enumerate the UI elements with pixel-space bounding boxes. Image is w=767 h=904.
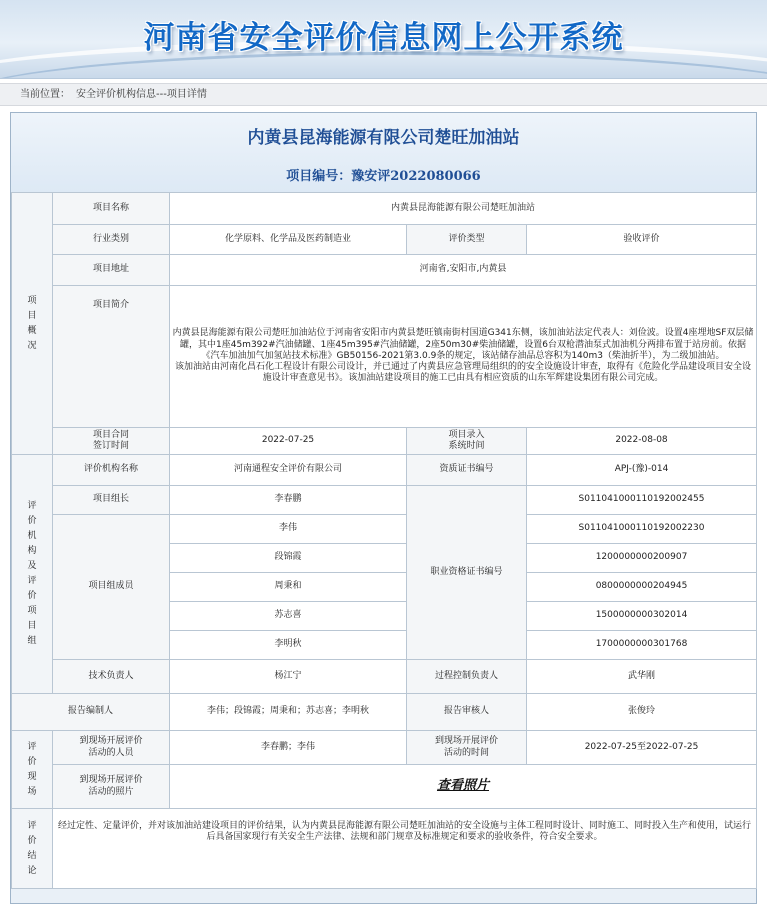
label-cert-no: 资质证书编号	[407, 455, 527, 486]
table-row	[12, 731, 757, 765]
intro-paragraph: 该加油站由河南化昌石化工程设计有限公司设计，并已通过了内黄县应急管理局组织的的安全设施设计审查，取得有《危险化学品建设项目安全设施设计审查意见书》。该加油站建设项目的施工已由具有相应资质的山东军辉建设集团有限公司完成。	[174, 362, 751, 384]
table-row	[12, 428, 757, 455]
member-name: 李伟	[170, 515, 407, 544]
label-entry-date: 项目录入 系统时间	[407, 428, 527, 455]
section-label-onsite: 评价现场	[12, 731, 53, 809]
label-contract-date: 项目合同 签订时间	[53, 428, 170, 455]
value-report-author: 李伟；段锦霞；周秉和；苏志喜；李明秋	[170, 694, 407, 731]
value-project-name: 内黄县昆海能源有限公司楚旺加油站	[170, 193, 757, 225]
value-leader-cert: S011041000110192002455	[527, 486, 757, 515]
value-entry-date: 2022-08-08	[527, 428, 757, 455]
project-title: 内黄县昆海能源有限公司楚旺加油站	[247, 128, 520, 148]
label-pro-cert: 职业资格证书编号	[407, 486, 527, 660]
table-row	[12, 694, 757, 731]
label-eval-type: 评价类型	[407, 225, 527, 255]
label-onsite-people: 到现场开展评价 活动的人员	[53, 731, 170, 765]
label-process-lead: 过程控制负责人	[407, 660, 527, 694]
member-cert: 1200000000200907	[527, 544, 757, 573]
value-agency-name: 河南通程安全评价有限公司	[170, 455, 407, 486]
member-cert: S011041000110192002230	[527, 515, 757, 544]
label-industry: 行业类别	[53, 225, 170, 255]
table-row	[12, 809, 757, 889]
onsite-photos-cell	[170, 765, 757, 809]
table-row	[12, 765, 757, 809]
member-name: 李明秋	[170, 631, 407, 660]
label-report-reviewer: 报告审核人	[407, 694, 527, 731]
value-team-leader: 李春鹏	[170, 486, 407, 515]
label-address: 项目地址	[53, 255, 170, 286]
label-tech-lead: 技术负责人	[53, 660, 170, 694]
breadcrumb	[0, 83, 767, 106]
project-code: 项目编号：豫安评2022080066	[286, 169, 481, 184]
value-tech-lead: 杨江宁	[170, 660, 407, 694]
breadcrumb-path[interactable]: 安全评价机构信息---项目详情	[76, 89, 207, 100]
section-label-agency: 评价机构及评价项目组	[12, 455, 53, 694]
table-row	[12, 286, 757, 428]
member-cert: 0800000000204945	[527, 573, 757, 602]
table-row	[12, 455, 757, 486]
table-row	[12, 193, 757, 225]
section-label-overview: 项目概况	[12, 193, 53, 455]
label-agency-name: 评价机构名称	[53, 455, 170, 486]
label-project-name: 项目名称	[53, 193, 170, 225]
value-eval-type: 验收评价	[527, 225, 757, 255]
member-name: 周秉和	[170, 573, 407, 602]
value-onsite-time: 2022-07-25至2022-07-25	[527, 731, 757, 765]
project-detail-table	[11, 192, 757, 889]
intro-paragraph: 内黄县昆海能源有限公司楚旺加油站位于河南省安阳市内黄县楚旺镇南街村国道G341东侧，该加油站法定代表人：刘俭波。设置4座埋地SF双层储罐，其中1座45m392#汽油储罐、1座45m395#汽油储罐，2座50m30#柴油储罐，设置6台双枪潜油泵式加油机分两排布置于站房前。依据《汽车加油加气加氢站技术标准》GB50156-2021第3.0.9条的规定，该站储存油品总容积为140m3（柴油折半），为二级加油站。	[172, 328, 754, 361]
value-contract-date: 2022-07-25	[170, 428, 407, 455]
label-onsite-time: 到现场开展评价 活动的时间	[407, 731, 527, 765]
table-row	[12, 225, 757, 255]
label-report-author: 报告编制人	[12, 694, 170, 731]
value-industry: 化学原料、化学品及医药制造业	[170, 225, 407, 255]
member-cert: 1700000000301768	[527, 631, 757, 660]
site-title: 河南省安全评价信息网上公开系统	[143, 20, 624, 56]
value-report-reviewer: 张俊玲	[527, 694, 757, 731]
table-row	[12, 515, 757, 544]
value-process-lead: 武华刚	[527, 660, 757, 694]
label-team-leader: 项目组长	[53, 486, 170, 515]
label-team-members: 项目组成员	[53, 515, 170, 660]
table-row	[12, 486, 757, 515]
member-name: 段锦霞	[170, 544, 407, 573]
site-banner	[0, 0, 767, 79]
table-row	[12, 660, 757, 694]
member-name: 苏志喜	[170, 602, 407, 631]
view-photos-link[interactable]: 查看照片	[436, 778, 489, 794]
table-row	[12, 255, 757, 286]
label-onsite-photos: 到现场开展评价 活动的照片	[53, 765, 170, 809]
value-conclusion: 经过定性、定量评价，并对该加油站建设项目的评价结果，认为内黄县昆海能源有限公司楚旺加油站的安全设施与主体工程同时设计、同时施工、同时投入生产和使用，试运行后具备国家现行有关安全生产法律、法规和部门规章及标准规定和要求的验收条件，符合安全要求。	[53, 809, 757, 889]
section-label-conclusion: 评价结论	[12, 809, 53, 889]
label-intro: 项目简介	[53, 286, 170, 428]
value-intro	[170, 286, 757, 428]
project-header	[11, 113, 756, 192]
breadcrumb-label: 当前位置：	[20, 89, 70, 100]
value-address: 河南省,安阳市,内黄县	[170, 255, 757, 286]
member-cert: 1500000000302014	[527, 602, 757, 631]
value-onsite-people: 李春鹏；李伟	[170, 731, 407, 765]
value-cert-no: APJ-(豫)-014	[527, 455, 757, 486]
